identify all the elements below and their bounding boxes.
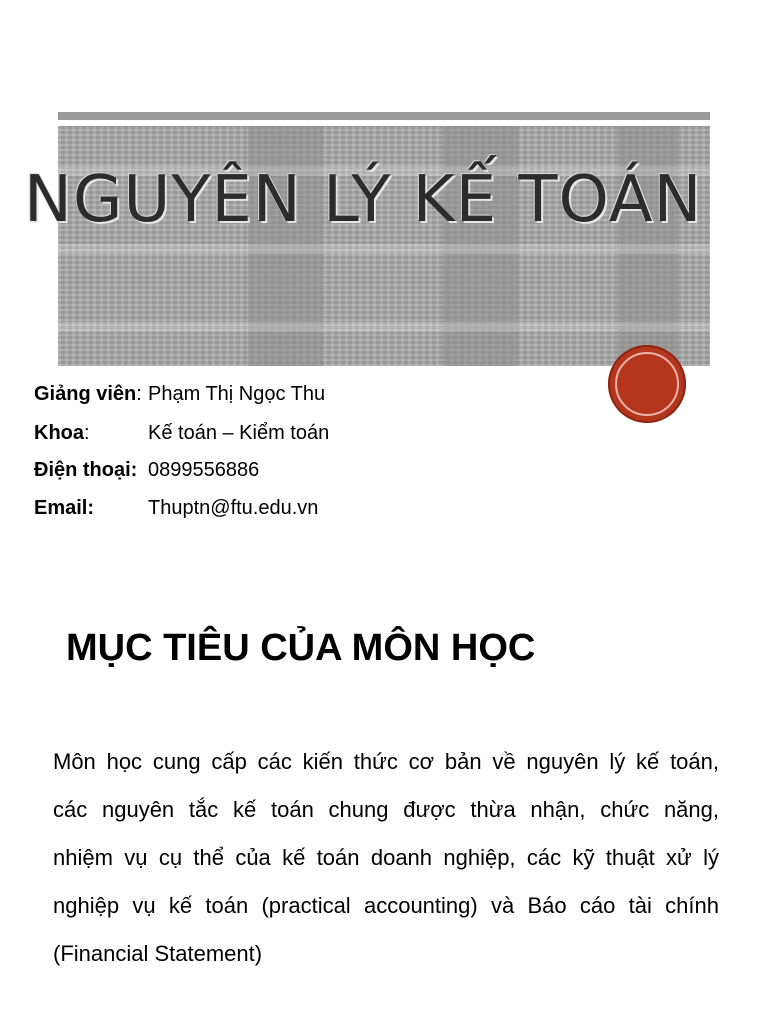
paragraph-line: Môn học cung cấp các kiến thức cơ bản về nguyên lý kế toán, <box>53 749 719 774</box>
paragraph-line: nghiệp vụ kế toán (practical accounting) và Báo cáo tài chính <box>53 893 719 918</box>
objective-paragraph <box>53 738 719 978</box>
faculty-label: Khoa: <box>34 422 90 444</box>
banner-top-rule <box>58 112 710 120</box>
section-heading: MỤC TIÊU CỦA MÔN HỌC <box>66 627 536 669</box>
banner-texture-band <box>58 244 710 254</box>
paragraph-line: các nguyên tắc kế toán chung được thừa nhận, chức năng, <box>53 797 719 822</box>
phone-label: Điện thoại: <box>34 459 138 481</box>
faculty-value: Kế toán – Kiểm toán <box>148 422 330 444</box>
red-seal-circle <box>608 345 686 423</box>
instructor-label: Giảng viên: <box>34 383 142 405</box>
instructor-value: Phạm Thị Ngọc Thu <box>148 383 326 405</box>
banner-texture-band <box>58 322 710 332</box>
email-value[interactable]: Thuptn@ftu.edu.vn <box>148 497 319 519</box>
document-title: NGUYÊN LÝ KẾ TOÁN <box>24 163 703 237</box>
phone-value: 0899556886 <box>148 459 260 481</box>
email-label: Email: <box>34 497 95 519</box>
paragraph-line: (Financial Statement) <box>53 941 263 966</box>
seal-ring <box>615 352 679 416</box>
paragraph-line: nhiệm vụ cụ thể của kế toán doanh nghiệp, các kỹ thuật xử lý <box>53 845 719 870</box>
